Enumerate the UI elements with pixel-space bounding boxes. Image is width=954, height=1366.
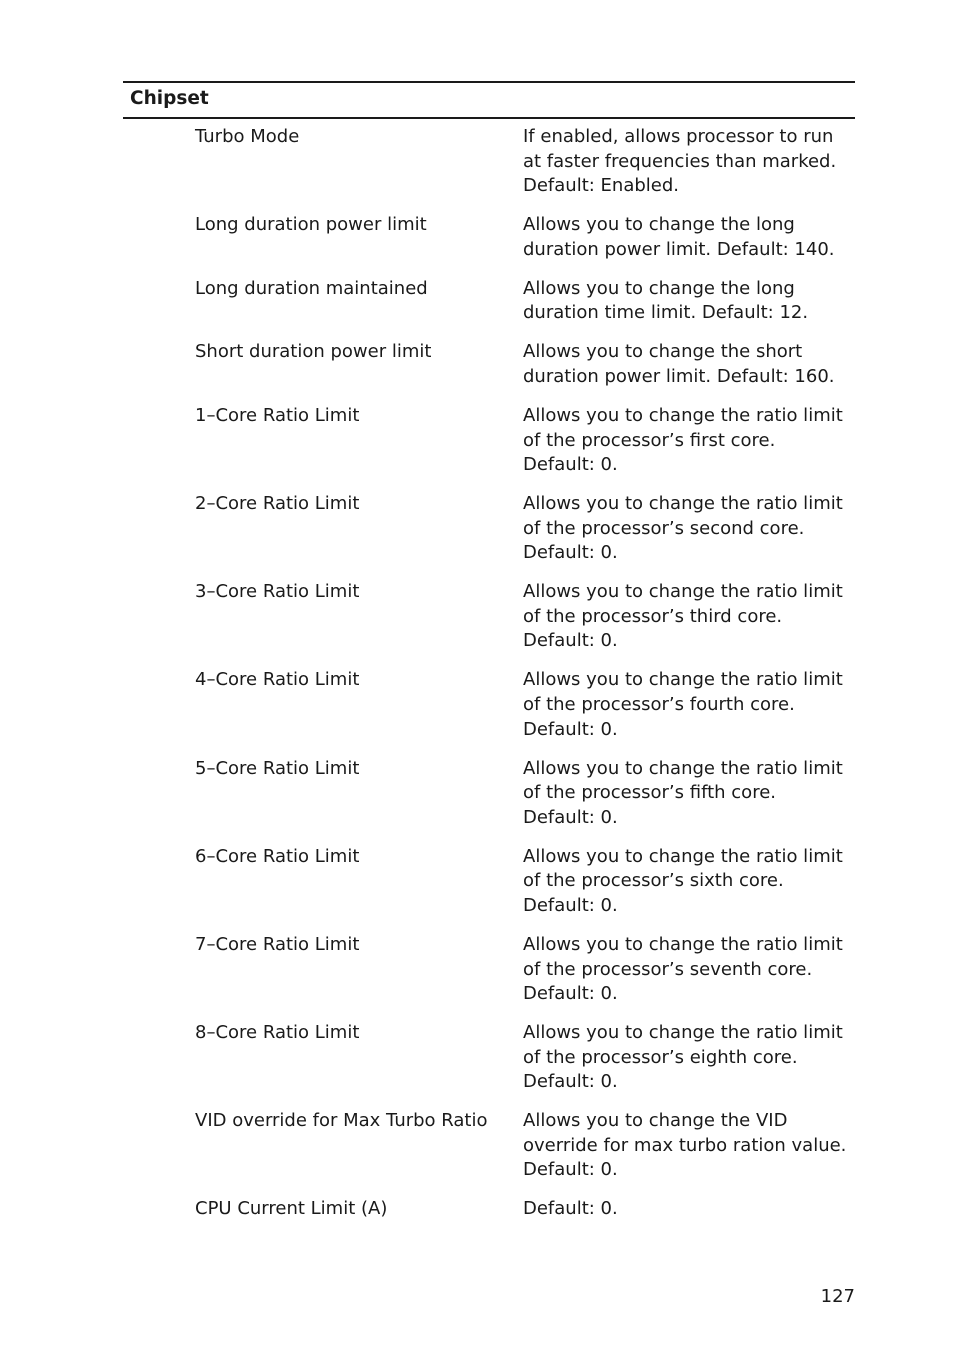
option-name: 6–Core Ratio Limit xyxy=(195,845,360,867)
table-row xyxy=(123,125,855,199)
option-name: CPU Current Limit (A) xyxy=(195,1198,388,1220)
table-row xyxy=(123,1109,855,1183)
settings-table xyxy=(123,81,855,1236)
table-row xyxy=(123,404,855,478)
option-description: Allows you to change the ratio limit of the processor’s third core. Default: 0. xyxy=(523,581,843,652)
option-description: If enabled, allows processor to run at faster frequencies than marked. Default: Enabled. xyxy=(523,126,837,197)
option-name: Turbo Mode xyxy=(195,126,300,147)
option-description: Allows you to change the VID override for max turbo ration value. Default: 0. xyxy=(523,1110,847,1181)
option-description: Allows you to change the ratio limit of the processor’s first core. Default: 0. xyxy=(523,404,843,476)
option-name: Long duration power limit xyxy=(195,214,427,236)
option-description: Allows you to change the ratio limit of the processor’s sixth core. Default: 0. xyxy=(523,845,843,916)
option-description: Allows you to change the short duration power limit. Default: 160. xyxy=(523,341,835,387)
option-description: Allows you to change the ratio limit of the processor’s second core. Default: 0. xyxy=(523,493,843,564)
option-description: Default: 0. xyxy=(523,1198,618,1220)
page-number: 127 xyxy=(820,1286,855,1307)
table-body xyxy=(123,125,855,1222)
table-row xyxy=(123,757,855,831)
option-name: 7–Core Ratio Limit xyxy=(195,933,360,955)
section-title: Chipset xyxy=(123,83,855,119)
option-name: 3–Core Ratio Limit xyxy=(195,581,360,603)
table-row xyxy=(123,213,855,262)
table-row xyxy=(123,933,855,1007)
table-row xyxy=(123,668,855,742)
table-row xyxy=(123,1197,855,1222)
table-row xyxy=(123,845,855,919)
table-row xyxy=(123,277,855,326)
option-description: Allows you to change the long duration power limit. Default: 140. xyxy=(523,214,835,260)
option-name: VID override for Max Turbo Ratio xyxy=(195,1110,488,1132)
option-name: Short duration power limit xyxy=(195,341,432,363)
option-description: Allows you to change the long duration time limit. Default: 12. xyxy=(523,277,809,324)
table-row xyxy=(123,1021,855,1095)
option-description: Allows you to change the ratio limit of the processor’s fourth core. Default: 0. xyxy=(523,669,843,740)
option-name: 8–Core Ratio Limit xyxy=(195,1022,360,1044)
option-name: 5–Core Ratio Limit xyxy=(195,757,360,779)
option-description: Allows you to change the ratio limit of the processor’s seventh core. Default: 0. xyxy=(523,933,843,1005)
option-description: Allows you to change the ratio limit of the processor’s fifth core. Default: 0. xyxy=(523,757,843,828)
option-name: Long duration maintained xyxy=(195,277,428,299)
table-row xyxy=(123,340,855,389)
option-name: 2–Core Ratio Limit xyxy=(195,493,360,515)
table-row xyxy=(123,492,855,566)
option-name: 4–Core Ratio Limit xyxy=(195,669,360,691)
option-name: 1–Core Ratio Limit xyxy=(195,404,360,426)
table-row xyxy=(123,580,855,654)
option-description: Allows you to change the ratio limit of the processor’s eighth core. Default: 0. xyxy=(523,1022,843,1093)
